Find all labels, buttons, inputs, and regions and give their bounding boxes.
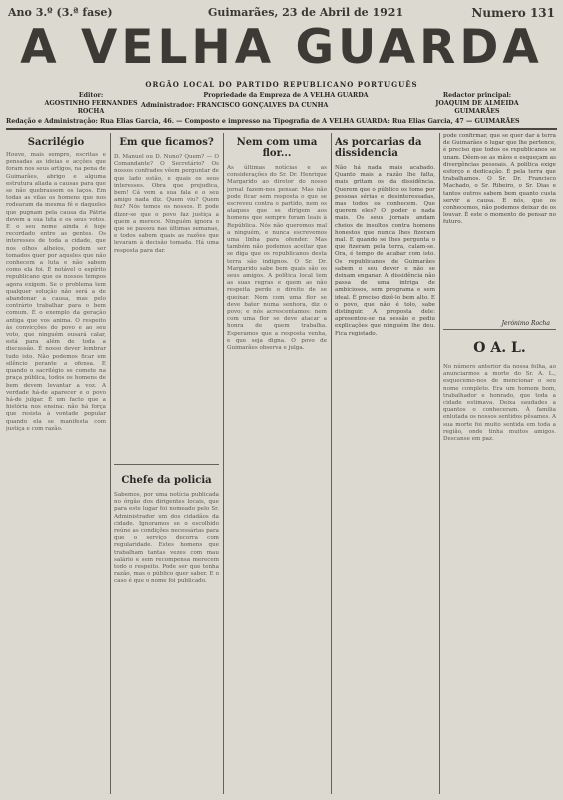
header-rule <box>6 128 557 130</box>
column-divider <box>439 133 440 794</box>
column-divider <box>331 133 332 794</box>
column-divider <box>110 133 111 794</box>
article-text-chefe-policia: Sabemos, por uma notícia publicada no órgão dos dirigentes locais, que para este lugar foi nomeado pelo Sr. Administrador um dos cidadãos da cidade. Ignoramos se o escolhido reúne as condições necessárias para que o serviço decorra com regularidade. Estes homens que trabalham tantas vezes com mau salário e sem recompensa merecem todo o respeito. Pode ser que tenha razão, mas o público quer saber. E o caso é que o nome foi publicado. <box>114 492 219 585</box>
column-5 <box>443 133 556 794</box>
editor-name: AGOSTINHO FERNANDES ROCHA <box>44 100 138 115</box>
editor-label: Editor: <box>78 92 104 99</box>
column-divider <box>223 133 224 794</box>
article-text-continuation: pode confirmar, que se quer dar à terra de Guimarães o lugar que lhe pertence, é preciso que todos os republicanos se unam. Dêem-se as mãos e esqueçam as divergências pessoais. A política exige esforço e dedicação. É pela terra que trabalhamos. O Sr. Dr. Francisco Machado, o Sr. Ribeiro, o Sr. Dias e tantos outros sabem bem quanto custa servir a causa. E nós, que os conhecemos, não podemos deixar de os louvar. É este o momento de pensar no futuro. <box>443 133 556 226</box>
editor-block <box>36 92 146 116</box>
article-title-chefe-policia: Chefe da policia <box>121 475 212 486</box>
article-text-em-que-ficamos: D. Manuel ou D. Nuno? Quem? — O Comandante? O Secretário? Os nossos confrades vêem perguntar de que lado estão, e quais os seus interesses. Obra que prejudica, bem! Cá vem a sua fala e o seu amigo nada diz. Quem viu? Quem fez? Nós temos os nossos. E pode dizer-se que o povo faz justiça a quem a merece. Ninguém ignora o que se passou nas últimas semanas, e todos sabem quais as razões que levaram à decisão tomada. Há uma resposta para dar. <box>114 154 219 254</box>
article-title-nem-com-uma-flor: Nem com uma flor... <box>236 137 318 159</box>
admin-label: Administrador: <box>141 102 195 109</box>
section-divider <box>443 329 556 330</box>
owner-line: Propriedade da Empreza de A VELHA GUARDA <box>203 92 369 99</box>
column-2 <box>114 133 219 794</box>
signature: Jerónimo Rocha <box>501 320 550 327</box>
section-divider <box>114 464 219 465</box>
column-1 <box>6 133 106 794</box>
article-text-o-a-l: No número anterior da nossa folha, ao anunciarmos a morte do Sr. A. L., esquecemo-nos de mencionar o seu nome completo. Era um homem bom, trabalhador e honrado, que toda a cidade estimava. Deixa saudades a quantos o conheceram. À família enlutada os nossos sentidos pêsames. A sua morte foi muito sentida em toda a região, onde tinha muitos amigos. Descanse em paz. <box>443 364 556 443</box>
newspaper-title: A VELHA GUARDA <box>20 20 543 75</box>
article-text-nem-com-uma-flor: As últimas notícias e as considerações do Sr. Dr. Henrique Margarido ao diretor do nosso jornal fazem-nos pensar. Mas não pode ficar sem resposta o que se escreveu contra o partido, nem os ataques que se dirigem aos homens que sempre foram leais à República. Nós não queremos mal a ninguém, e nunca escrevemos uma linha para ofender. Mas também não podemos aceitar que se diga que os republicanos desta terra são indignos. O Sr. Dr. Margarido sabe bem quais são os seus amigos. A política local tem as suas regras e quem as não respeita perde o direito de se queixar. Nem com uma flor se deve bater numa senhora, diz o povo; e nós acrescentamos: nem com uma flor se deve atacar a honra de quem trabalha. Esperamos que a resposta venha, e que seja digna. O povo de Guimarães observa e julga. <box>227 165 327 352</box>
top-line <box>8 6 555 20</box>
article-text-porcarias: Não há nada mais acabado. Quanto mais a razão lhe falta, mais gritam os da dissidência. Querem que o público os tome por pessoas sérias e desinteressadas, mas todos os conhecem. Que querem eles? O poder e nada mais. Os seus jornais andam cheios de insultos contra homens honestos que nunca lhes fizeram mal. E quando se lhes pergunta o que fizeram pela terra, calam-se. Ora, é tempo de acabar com isto. Os republicanos de Guimarães sabem o seu dever e não se deixam enganar. A dissidência não passa de uma intriga de ambiciosos, sem programa e sem ideal. É preciso dizê-lo bem alto. E o povo, que não é tolo, sabe distinguir. A proposta dele: apresentou-se na sessão e pediu explicações que ninguém lhe deu. Fica registado. <box>335 165 435 337</box>
chief-label: Redactor principal: <box>442 92 512 99</box>
place-date: Guimarães, 23 de Abril de 1921 <box>208 6 404 19</box>
article-title-porcarias: As porcarias da dissidencia <box>335 137 422 159</box>
chief-name: JOAQUIM DE ALMEIDA GUIMARÃES <box>435 100 519 115</box>
issue-number: Numero 131 <box>471 6 555 20</box>
admin-name: FRANCISCO GONÇALVES DA CUNHA <box>196 102 329 109</box>
article-title-o-a-l: O A. L. <box>473 340 526 356</box>
admin-line <box>141 102 461 110</box>
address-line: Redação e Administração: Rua Elias Garcia, 46. — Composto e impresso na Tipografia de A VELHA GUARDA: Rua Elias Garcia, 47 — GUIMARÃES <box>6 118 520 125</box>
column-4 <box>335 133 435 794</box>
year-label: Ano 3.º (3.ª fase) <box>8 6 113 19</box>
newspaper-subtitle: ORGÃO LOCAL DO PARTIDO REPUBLICANO PORTUGUÊS <box>145 80 418 89</box>
article-text-sacrilegio: Houve, mais sempre, escritas e pensadas as ideias e acções que foram nos seus artigos, na pena de Guimarães, abrigo e alguma estrutura aliada a causas para que se não quebrassem os laços. Em todas as vilas os homens que nos rodearam da mesma fé e daqueles que pugnam pela causa da Pátria devem a sua luta e os seus votos. E o seu nome ainda é hoje recordado entre as gentes. Os interesses de toda a cidade, que nos olhos alheios, podem ser tomados quer por aqueles que não conhecem a luta e não sabem como ela foi. É notável o espírito republicano que os nossos tempos agora exigem. Se o problema tem qualquer solução não será a de abandonar a causa, mas pelo contrário trabalhar para o bem comum. É o exemplo da geração antiga que vos anima. O respeito às convicções do povo e ao seu voto, que ninguém ousará calar, está para além de toda a discussão. É nosso dever lembrar tudo isto. Não podemos ficar em silêncio perante a ofensa. E quando o sacrilégio se comete na praça pública, todos os homens de bem devem levantar a voz. A verdade há-de aparecer e o povo há-de julgar. É um facto que a história nos ensina: não há força que resista à vontade popular quando ela se manifesta com justiça e com razão. <box>6 152 106 432</box>
article-title-sacrilegio: Sacrilégio <box>27 137 85 148</box>
article-title-em-que-ficamos: Em que ficamos? <box>119 137 214 148</box>
column-3 <box>227 133 327 794</box>
